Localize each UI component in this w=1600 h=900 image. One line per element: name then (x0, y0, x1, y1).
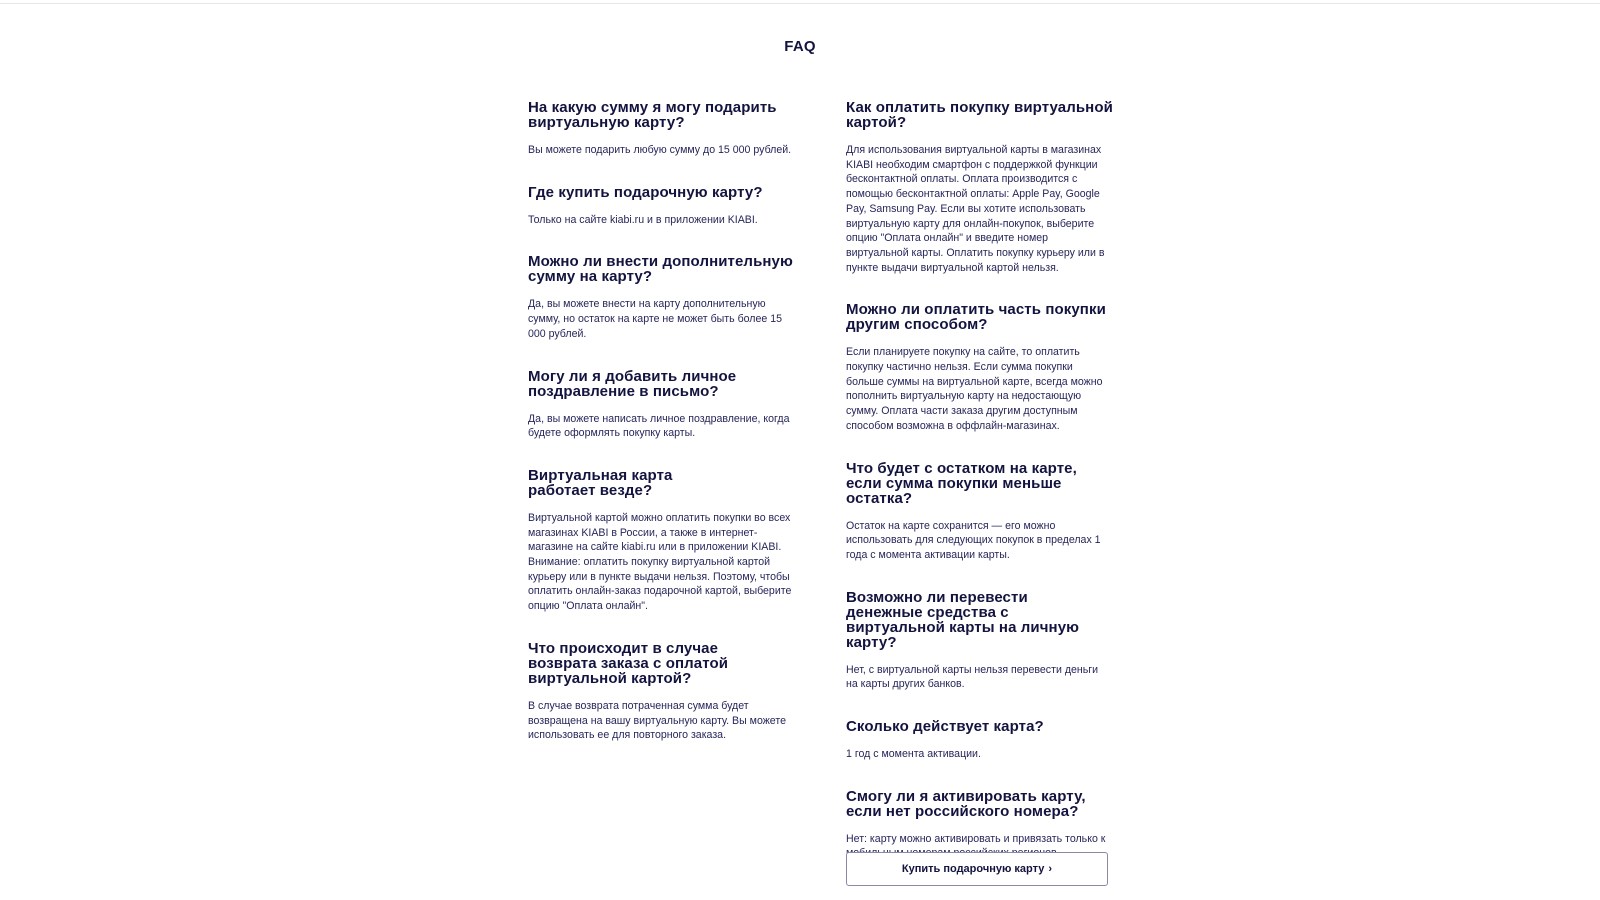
faq-item (528, 641, 794, 743)
faq-item (528, 100, 794, 158)
faq-answer: Если планируете покупку на сайте, то оплатить покупку частично нельзя. Если сумма покупки больше суммы на виртуальной карте, всегда можно пополнить виртуальную карту на недостающую сумму. Оплата части заказа другим доступным способом возможна в оффлайн-магазинах. (846, 346, 1103, 432)
faq-question: Виртуальная карта работает везде? (528, 466, 673, 499)
buy-gift-card-button[interactable] (846, 852, 1108, 886)
faq-answer: Для использования виртуальной карты в магазинах KIABI необходим смартфон с поддержкой функции бесконтактной оплаты. Оплата производится с помощью бесконтактной оплаты: Apple Pay, Google Pay, Samsung Pay. Если вы хотите использовать виртуальную карту для онлайн-покупок, выберите опцию "Оплата онлайн" и введите номер виртуальной карты. Оплатить покупку курьеру или в пункте выдачи виртуальной картой нельзя. (846, 144, 1105, 274)
faq-answer: 1 год с момента активации. (846, 748, 981, 761)
faq-question: Что происходит в случае возврата заказа с оплатой виртуальной картой? (528, 639, 729, 687)
faq-question: Где купить подарочную карту? (528, 183, 763, 201)
faq-item (846, 100, 1112, 275)
buy-gift-card-label: Купить подарочную карту (901, 863, 1045, 875)
faq-column-right (846, 100, 1112, 861)
faq-item (528, 468, 794, 614)
faq-question: Как оплатить покупку виртуальной картой? (846, 99, 1113, 131)
faq-answer: Виртуальной картой можно оплатить покупки во всех магазинах KIABI в России, а также в интернет-магазине на сайте kiabi.ru или в приложении KIABI. Внимание: оплатить покупку виртуальной картой курьеру или в пункте выдачи нельзя. Поэтому, чтобы оплатить онлайн-заказ подарочной картой, выберите опцию "Оплата онлайн". (528, 511, 792, 613)
faq-question: Возможно ли перевести денежные средства с виртуальной карты на личную карту? (846, 588, 1080, 651)
faq-question: Смогу ли я активировать карту, если нет российского номера? (846, 787, 1086, 820)
faq-answer: Да, вы можете написать личное поздравление, когда будете оформлять покупку карты. (528, 412, 790, 440)
chevron-right-icon: › (1048, 863, 1053, 875)
faq-answer: Вы можете подарить любую сумму до 15 000 рублей. (528, 144, 792, 156)
faq-answer: Остаток на карте сохранится — его можно использовать для следующих покупок в пределах 1 года с момента активации карты. (846, 519, 1101, 561)
faq-item (846, 461, 1112, 563)
top-divider (0, 3, 1600, 4)
faq-item (846, 789, 1112, 861)
faq-answer: В случае возврата потраченная сумма будет возвращена на вашу виртуальную карту. Вы можете использовать ее для повторного заказа. (528, 699, 786, 742)
faq-answer: Только на сайте kiabi.ru и в приложении KIABI. (528, 213, 758, 226)
faq-answer: Да, вы можете внести на карту дополнительную сумму, но остаток на карте не может быть более 15 000 рублей. (528, 298, 783, 340)
faq-item (528, 185, 794, 228)
faq-item (528, 254, 794, 341)
faq-question: Можно ли оплатить часть покупки другим способом? (846, 301, 1106, 334)
faq-question: На какую сумму я могу подарить виртуальную карту? (528, 99, 777, 131)
faq-column-left (528, 100, 794, 743)
faq-item (528, 369, 794, 441)
faq-answer: Нет, с виртуальной карты нельзя перевести деньги на карты других банков. (846, 663, 1099, 691)
faq-item (846, 590, 1112, 692)
faq-question: Что будет с остатком на карте, если сумма покупки меньше остатка? (846, 459, 1077, 507)
faq-item (846, 302, 1112, 433)
faq-item (846, 719, 1112, 762)
faq-question: Сколько действует карта? (846, 718, 1044, 736)
faq-question: Могу ли я добавить личное поздравление в письмо? (528, 367, 737, 400)
faq-question: Можно ли внести дополнительную сумму на карту? (528, 253, 793, 286)
faq-answer: Нет: карту можно активировать и привязать только к (846, 832, 1106, 845)
page-title: FAQ (784, 38, 816, 56)
